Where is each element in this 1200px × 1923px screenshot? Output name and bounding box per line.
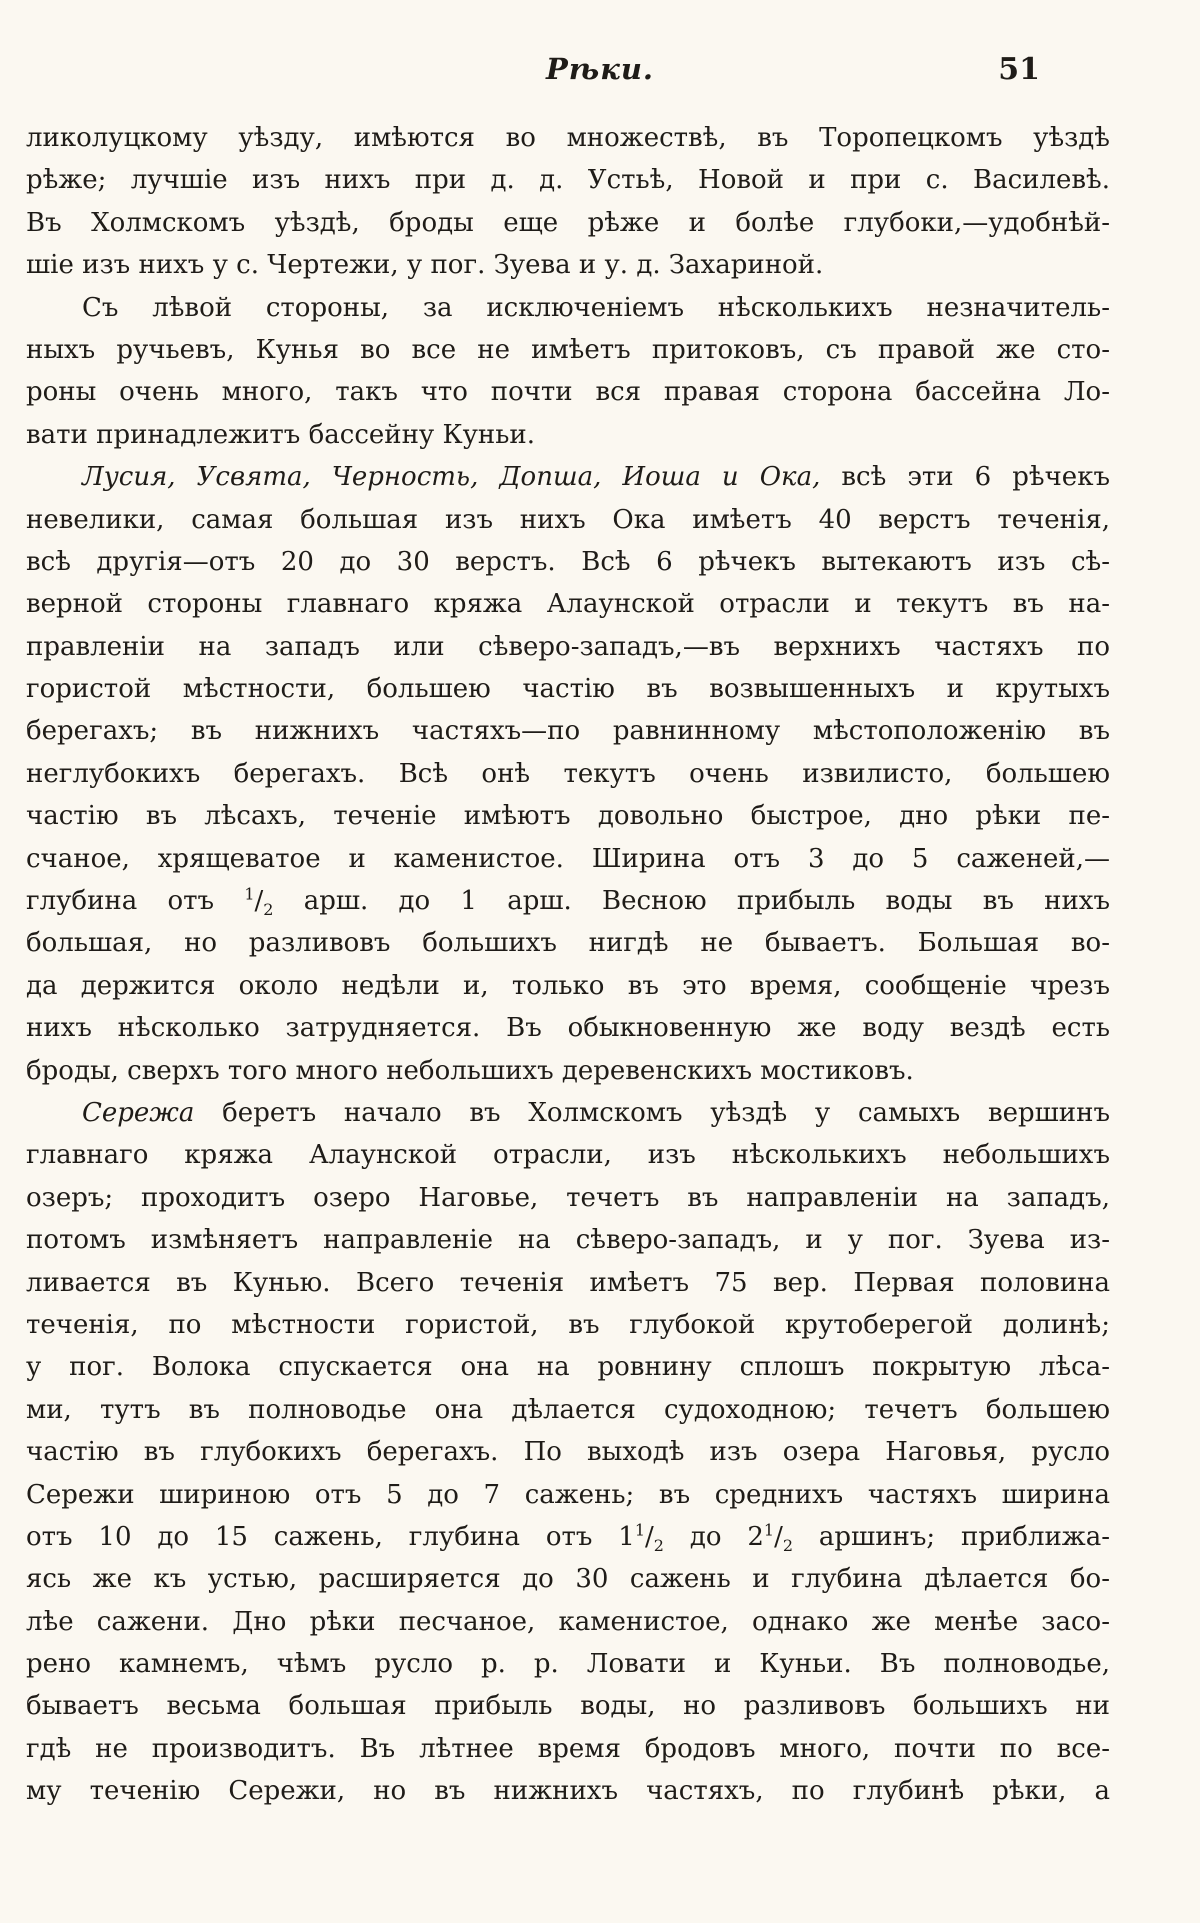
- text-line: ми, тутъ въ полноводье она дѣлается судоходною; течетъ большею: [26, 1394, 1110, 1425]
- text-line: [26, 456, 1110, 498]
- text-line: гористой мѣстности, большею частію въ возвышенныхъ и крутыхъ: [26, 674, 1110, 705]
- text-line: Въ Холмскомъ уѣздѣ, броды еще рѣже и болѣе глубоки,—удобнѣй-: [26, 207, 1110, 238]
- text-line: озеръ; проходитъ озеро Наговье, течетъ въ направленіи на западъ,: [26, 1182, 1110, 1213]
- text-segment: отъ 10 до 15 сажень, глубина отъ 1: [26, 1521, 635, 1552]
- running-title: Рѣки.: [545, 52, 655, 86]
- text-line: правленіи на западъ или сѣверо-западъ,—въ верхнихъ частяхъ по: [26, 631, 1110, 662]
- river-name: Сережа: [82, 1097, 195, 1128]
- text-line: ныхъ ручьевъ, Кунья во все не имѣетъ притоковъ, съ правой же сто-: [26, 334, 1110, 365]
- text-segment: глубина отъ: [26, 886, 245, 917]
- text-line: гдѣ не производитъ. Въ лѣтнее время бродовъ много, почти по все-: [26, 1733, 1110, 1764]
- running-head: [0, 52, 1200, 92]
- text-line: частію въ лѣсахъ, теченіе имѣютъ довольно быстрое, дно рѣки пе-: [26, 801, 1110, 832]
- text-line: ликолуцкому уѣзду, имѣются во множествѣ, въ Торопецкомъ уѣздѣ: [26, 123, 1110, 153]
- text-line: нихъ нѣсколько затрудняется. Въ обыкновенную же воду вездѣ есть: [26, 1013, 1110, 1044]
- text-line: рѣже; лучшіе изъ нихъ при д. д. Устьѣ, Новой и при с. Василевѣ.: [26, 165, 1110, 196]
- body-text: [26, 117, 1110, 1813]
- fraction: $^1/_2$: [763, 1520, 794, 1556]
- text-line: лѣе сажени. Дно рѣки песчаное, каменистое, однако же менѣе засо-: [26, 1606, 1110, 1637]
- text-segment: арш. до 1 арш. Весною прибыль воды въ нихъ: [273, 886, 1110, 917]
- text-line: частію въ глубокихъ берегахъ. По выходѣ изъ озера Наговья, русло: [26, 1437, 1110, 1468]
- fraction-numerator: 1: [634, 1520, 646, 1540]
- text-line: [26, 880, 1110, 922]
- text-line: счаное, хрящеватое и каменистое. Ширина отъ 3 до 5 саженей,—: [26, 843, 1110, 874]
- text-line: ливается въ Кунью. Всего теченія имѣетъ 75 вер. Первая половина: [26, 1267, 1110, 1298]
- fraction: $^1/_2$: [634, 1520, 664, 1556]
- text-line: большая, но разливовъ большихъ нигдѣ не бываетъ. Большая во-: [26, 928, 1110, 959]
- text-segment: беретъ начало въ Холмскомъ уѣздѣ у самыхъ вершинъ: [194, 1097, 1110, 1128]
- text-segment: аршинъ; приближа-: [793, 1521, 1110, 1552]
- page-number: 51: [998, 52, 1040, 87]
- text-line: всѣ другія—отъ 20 до 30 верстъ. Всѣ 6 рѣчекъ вытекаютъ изъ сѣ-: [26, 546, 1110, 577]
- text-line: шіе изъ нихъ у с. Чертежи, у пог. Зуева и у. д. Захариной.: [26, 250, 824, 281]
- text-segment: всѣ эти 6 рѣчекъ: [820, 462, 1110, 493]
- text-line: бываетъ весьма большая прибыль воды, но разливовъ большихъ ни: [26, 1691, 1110, 1722]
- text-line: да держится около недѣли и, только въ это время, сообщеніе чрезъ: [26, 970, 1110, 1001]
- text-line: потомъ измѣняетъ направленіе на сѣверо-западъ, и у пог. Зуева из-: [26, 1225, 1110, 1256]
- text-line: [26, 1516, 1110, 1558]
- fraction: $^1/_2$: [244, 884, 274, 920]
- text-line: ясь же къ устью, расширяется до 30 сажень и глубина дѣлается бо-: [26, 1564, 1110, 1595]
- text-line: главнаго кряжа Алаунской отрасли, изъ нѣсколькихъ небольшихъ: [26, 1140, 1110, 1171]
- text-line: му теченію Сережи, но въ нижнихъ частяхъ, по глубинѣ рѣки, а: [26, 1776, 1110, 1807]
- text-line: неглубокихъ берегахъ. Всѣ онѣ текутъ очень извилисто, большею: [26, 758, 1110, 789]
- fraction-numerator: 1: [763, 1520, 775, 1540]
- fraction-numerator: 1: [244, 884, 255, 904]
- text-line: берегахъ; въ нижнихъ частяхъ—по равнинному мѣстоположенію въ: [26, 716, 1110, 747]
- text-line: теченія, по мѣстности гористой, въ глубокой крутоберегой долинѣ;: [26, 1309, 1110, 1340]
- text-line: у пог. Волока спускается она на ровнину сплошъ покрытую лѣса-: [26, 1352, 1110, 1383]
- text-segment: до 2: [663, 1521, 764, 1552]
- text-line: роны очень много, такъ что почти вся правая сторона бассейна Ло-: [26, 377, 1110, 408]
- fraction-denominator: 2: [263, 900, 274, 920]
- text-line: Сережи шириною отъ 5 до 7 сажень; въ среднихъ частяхъ ширина: [26, 1479, 1110, 1510]
- fraction-denominator: 2: [653, 1536, 664, 1556]
- fraction-denominator: 2: [782, 1536, 794, 1556]
- text-line: верной стороны главнаго кряжа Алаунской отрасли и текутъ въ на-: [26, 589, 1110, 620]
- text-line: рено камнемъ, чѣмъ русло р. р. Ловати и Куньи. Въ полноводье,: [26, 1649, 1110, 1680]
- text-line: Съ лѣвой стороны, за исключеніемъ нѣсколькихъ незначитель-: [82, 292, 1110, 323]
- text-line: броды, сверхъ того много небольшихъ деревенскихъ мостиковъ.: [26, 1055, 914, 1086]
- text-line: [26, 1092, 1110, 1134]
- text-line: вати принадлежитъ бассейну Куньи.: [26, 419, 535, 450]
- river-names: Лусия, Усвята, Черность, Допша, Иоша и Ока,: [82, 462, 821, 493]
- text-line: невелики, самая большая изъ нихъ Ока имѣетъ 40 верстъ теченія,: [26, 504, 1110, 535]
